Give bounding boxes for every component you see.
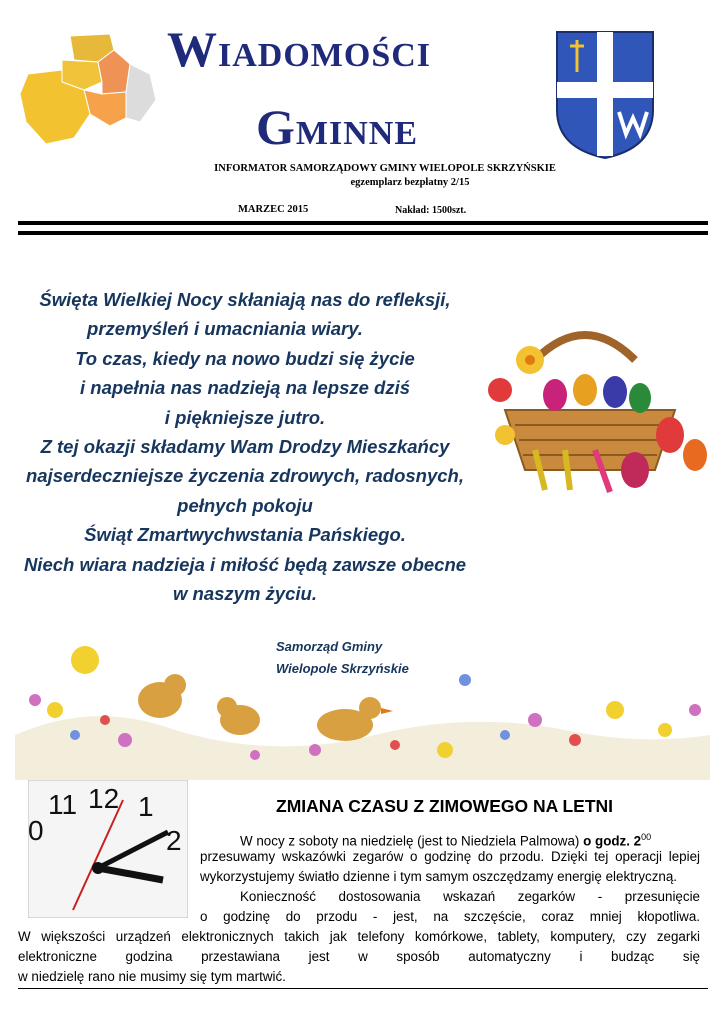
clock-digit: 11 [48, 789, 78, 820]
newsletter-title-line1 [167, 20, 431, 78]
clock-digit: 12 [88, 783, 120, 814]
greeting-line: najserdeczniejsze życzenia zdrowych, radosnych, [25, 465, 464, 487]
newsletter-subtitle: INFORMATOR SAMORZĄDOWY GMINY WIELOPOLE SKRZYŃSKIE [214, 163, 556, 174]
easter-greeting [20, 285, 470, 608]
circulation: Nakład: 1500szt. [395, 205, 467, 216]
title-rest-1: IADOMOŚCI [218, 37, 432, 74]
article-line: W większości urządzeń elektronicznych takich jak telefony komórkowe, tablety, komputery, czy zegarki [18, 929, 700, 944]
clock-digit: 2 [166, 825, 182, 856]
newsletter-title-line2 [256, 98, 418, 156]
header-rule-bottom [18, 231, 708, 235]
greeting-line: i napełnia nas nadzieją na lepsze dziś [79, 377, 411, 399]
issue-date: MARZEC 2015 [238, 204, 309, 215]
greeting-line: To czas, kiedy na nowo budzi się życie [75, 347, 415, 369]
greeting-line: Z tej okazji składamy Wam Drodzy Mieszkańcy [40, 436, 450, 458]
title-rest-2: MINNE [295, 115, 419, 152]
article-title: ZMIANA CZASU Z ZIMOWEGO NA LETNI [276, 796, 614, 816]
signature-line-2: Wielopole Skrzyńskie [276, 661, 409, 676]
article-line: elektroniczne godzina przestawiana jest w sposób automatyczny i budząc się [18, 949, 700, 964]
greeting-line: Niech wiara nadzieja i miłość będą zawsze obecne [23, 553, 467, 575]
article-line: o godzinę do przodu - jest, na szczęście, coraz mniej kłopotliwa. [200, 909, 700, 924]
footer-rule [18, 988, 708, 989]
signature-line-1: Samorząd Gminy [276, 639, 383, 654]
title-initial-w: W [167, 21, 218, 77]
copy-info: egzemplarz bezpłatny 2/15 [350, 177, 470, 188]
greeting-line: w naszym życiu. [173, 583, 317, 605]
article-line: w niedzielę rano nie musimy się tym martwić. [18, 969, 286, 984]
article-text: W nocy z soboty na niedzielę (jest to Niedziela Palmowa) [240, 833, 584, 849]
greeting-line: przemyśleń i umacniania wiary. [87, 318, 363, 340]
greeting-line: Świąt Zmartwychwstania Pańskiego. [84, 524, 406, 546]
clock-image [28, 780, 188, 918]
gmina-map-image [18, 30, 158, 150]
title-initial-g: G [256, 99, 296, 155]
easter-basket-image [475, 320, 715, 495]
article-time-bold: o godz. 2 [583, 833, 642, 849]
article-line: Konieczność dostosowania wskazań zegarków - przesunięcie [240, 889, 700, 904]
clock-digit: 1 [138, 791, 154, 822]
coat-of-arms-icon [555, 30, 655, 160]
article-line: wykorzystujemy światło dzienne i tym samym oszczędzamy energię elektryczną. [200, 869, 678, 884]
greeting-line: Święta Wielkiej Nocy skłaniają nas do refleksji, [39, 289, 451, 310]
clock-digit: 0 [28, 815, 44, 846]
greeting-line: pełnych pokoju [177, 494, 313, 516]
article-time-sup: 00 [641, 832, 652, 842]
article-line: przesuwamy wskazówki zegarów o godzinę do przodu. Dzięki tej operacji lepiej [200, 849, 700, 864]
header-rule-top [18, 221, 708, 225]
greeting-line: i piękniejsze jutro. [164, 406, 326, 428]
spring-flowers-banner-image [15, 640, 710, 780]
